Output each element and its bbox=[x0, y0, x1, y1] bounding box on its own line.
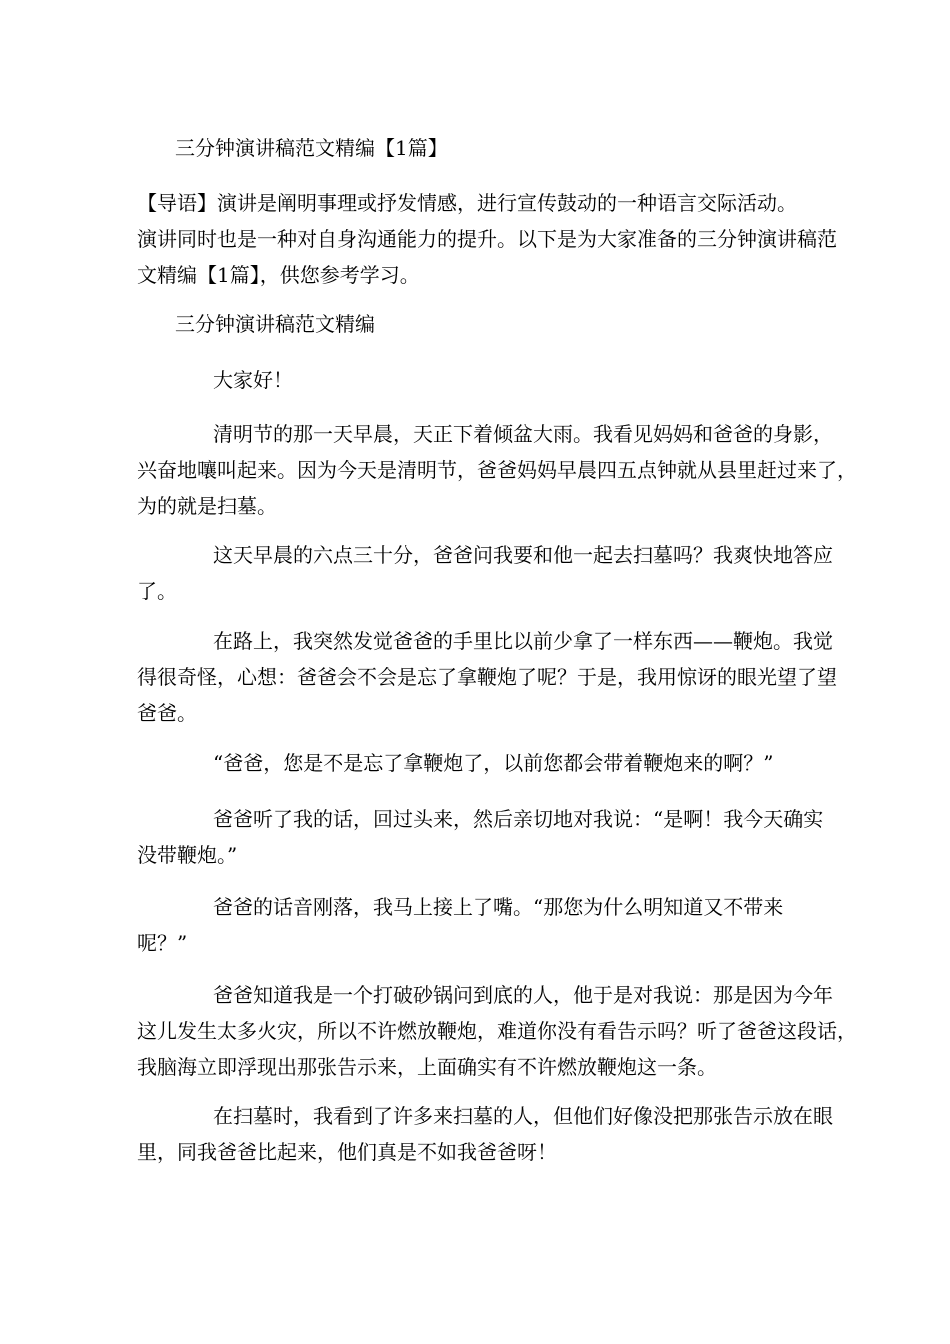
paragraph-line: 了。 bbox=[137, 579, 177, 603]
intro-line: 演讲同时也是一种对自身沟通能力的提升。以下是为大家准备的三分钟演讲稿范 bbox=[137, 227, 837, 251]
paragraph-line: 在路上，我突然发觉爸爸的手里比以前少拿了一样东西——鞭炮。我觉 bbox=[213, 629, 833, 653]
body-paragraph-3 bbox=[137, 623, 837, 731]
paragraph-line: 爸爸听了我的话，回过头来，然后亲切地对我说：“是啊！我今天确实 bbox=[213, 807, 824, 831]
section-subtitle bbox=[137, 306, 851, 342]
paragraph-line: “爸爸，您是不是忘了拿鞭炮了，以前您都会带着鞭炮来的啊？” bbox=[213, 751, 774, 775]
greeting bbox=[137, 362, 889, 398]
subtitle-text: 三分钟演讲稿范文精编 bbox=[175, 312, 375, 336]
paragraph-line: 兴奋地嚷叫起来。因为今天是清明节，爸爸妈妈早晨四五点钟就从县里赶过来了， bbox=[137, 458, 857, 482]
document-title bbox=[137, 130, 851, 166]
paragraph-line: 在扫墓时，我看到了许多来扫墓的人，但他们好像没把那张告示放在眼 bbox=[213, 1104, 833, 1128]
paragraph-line: 没带鞭炮。” bbox=[137, 843, 238, 867]
intro-line: 文精编【1篇】，供您参考学习。 bbox=[137, 263, 420, 287]
paragraph-line: 为的就是扫墓。 bbox=[137, 494, 277, 518]
paragraph-line: 爸爸的话音刚落，我马上接上了嘴。“那您为什么明知道又不带来 bbox=[213, 895, 784, 919]
paragraph-line: 我脑海立即浮现出那张告示来，上面确实有不许燃放鞭炮这一条。 bbox=[137, 1055, 717, 1079]
body-paragraph-7 bbox=[137, 977, 857, 1085]
paragraph-line: 得很奇怪，心想：爸爸会不会是忘了拿鞭炮了呢？于是，我用惊讶的眼光望了望 bbox=[137, 665, 837, 689]
paragraph-line: 里，同我爸爸比起来，他们真是不如我爸爸呀！ bbox=[137, 1140, 557, 1164]
body-paragraph-5 bbox=[137, 801, 824, 873]
intro-paragraph bbox=[137, 185, 837, 293]
paragraph-line: 这天早晨的六点三十分，爸爸问我要和他一起去扫墓吗？我爽快地答应 bbox=[213, 543, 833, 567]
body-paragraph-8 bbox=[137, 1098, 833, 1170]
paragraph-line: 清明节的那一天早晨，天正下着倾盆大雨。我看见妈妈和爸爸的身影， bbox=[213, 422, 833, 446]
intro-line: 【导语】演讲是阐明事理或抒发情感，进行宣传鼓动的一种语言交际活动。 bbox=[137, 191, 797, 215]
title-text: 三分钟演讲稿范文精编【1篇】 bbox=[175, 136, 448, 160]
greeting-text: 大家好！ bbox=[213, 368, 293, 392]
body-paragraph-4 bbox=[137, 745, 813, 781]
body-paragraph-6 bbox=[137, 889, 813, 961]
body-paragraph-1 bbox=[137, 416, 857, 524]
body-paragraph-2 bbox=[137, 537, 833, 609]
paragraph-line: 爸爸。 bbox=[137, 701, 197, 725]
paragraph-line: 这儿发生太多火灾，所以不许燃放鞭炮，难道你没有看告示吗？听了爸爸这段话， bbox=[137, 1019, 857, 1043]
paragraph-line: 爸爸知道我是一个打破砂锅问到底的人，他于是对我说：那是因为今年 bbox=[213, 983, 833, 1007]
paragraph-line: 呢？” bbox=[137, 931, 188, 955]
